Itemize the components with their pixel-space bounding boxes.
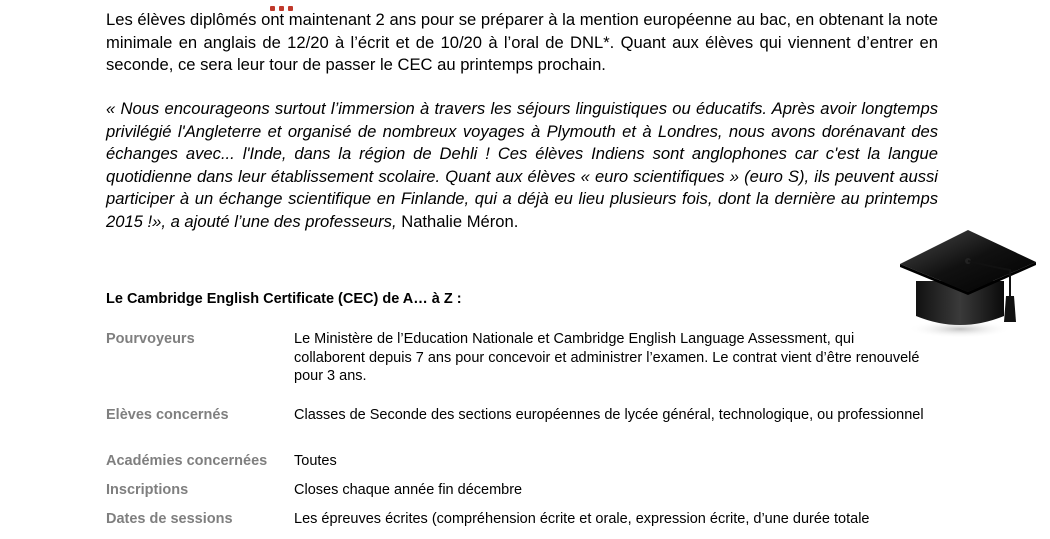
table-row [106,330,936,406]
section-title: Le Cambridge English Certificate (CEC) de A… à Z : [106,291,462,307]
table-row [106,481,936,510]
quote-paragraph [106,98,938,233]
row-label: Pourvoyeurs [106,331,195,347]
heading-fragment [270,0,330,4]
row-value: Classes de Seconde des sections européennes de lycée général, technologique, ou professionnel [294,407,924,423]
row-label: Inscriptions [106,482,189,498]
row-value: Le Ministère de l’Education Nationale et Cambridge English Language Assessment, qui collaborent depuis 7 ans pour concevoir et administrer l’examen. Le contrat vient d’être renouvelé pour 3 ans. [294,331,920,384]
row-value: Toutes [294,453,337,469]
quote-author: Nathalie Méron. [396,211,519,231]
table-row [106,452,936,481]
paragraph-intro: Les élèves diplômés ont maintenant 2 ans pour se préparer à la mention européenne au bac, en obtenant la note minimale en anglais de 12/20 à l’écrit et de 10/20 à l’oral de DNL*. Quant aux élèves qui viennent d’entrer en seconde, ce sera leur tour de passer le CEC au printemps prochain. [106,10,938,74]
row-value: Les épreuves écrites (compréhension écrite et orale, expression écrite, d’une durée totale [294,511,870,527]
row-label: Académies concernées [106,453,268,469]
table-row [106,406,936,452]
row-label: Elèves concernés [106,407,229,423]
graduation-cap-icon [898,226,1038,341]
row-value: Closes chaque année fin décembre [294,482,523,498]
cec-info-table [106,330,936,539]
row-label: Dates de sessions [106,511,233,527]
quote-text: « Nous encourageons surtout l’immersion à travers les séjours linguistiques ou éducatifs. Après avoir longtemps privilégié l'Angleterre et organisé de nombreux voyages à Plymouth et à Londres, nous avons dorénavant des échanges avec... l'Inde, dans la région de Dehli ! Ces élèves Indiens sont anglophones car c'est la langue quotidienne dans leur établissement scolaire. Quant aux élèves « euro scientifiques » (euro S), ils peuvent aussi participer à un échange scientifique en Finlande, qui a déjà eu lieu plusieurs fois, dont la dernière au printemps 2015 !», a ajouté l’une des professeurs, [106,99,938,231]
